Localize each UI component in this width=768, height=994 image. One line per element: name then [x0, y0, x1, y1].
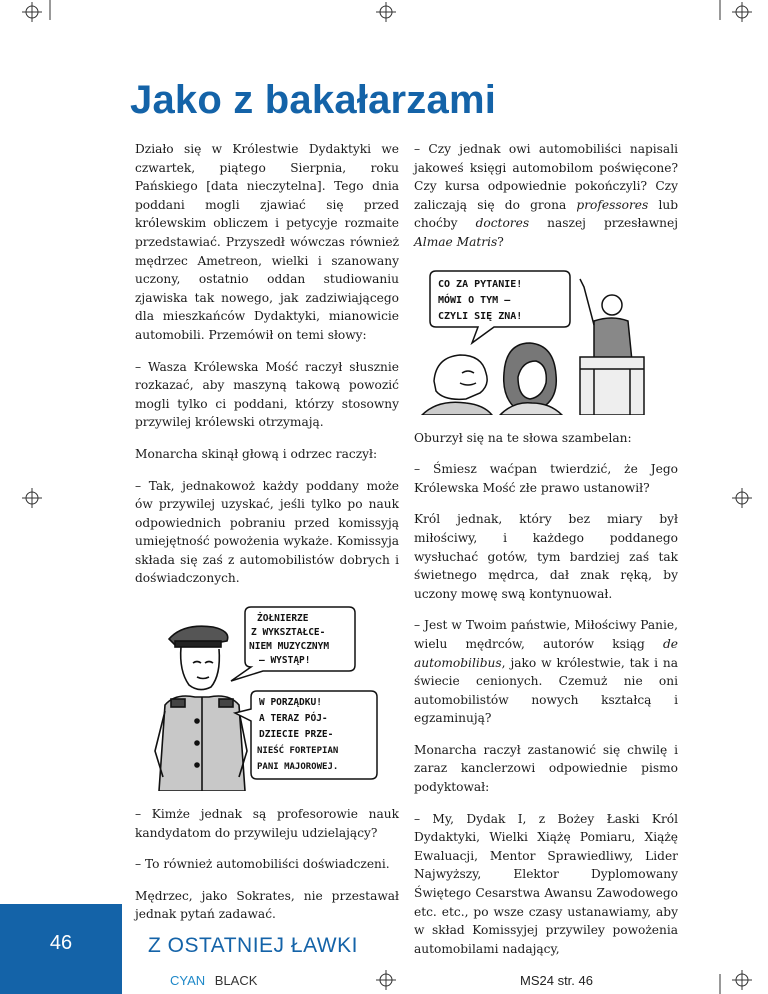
bubble-line: NIEM MUZYCZNYM	[249, 641, 330, 653]
plate-cyan: CYAN	[170, 973, 206, 988]
registration-mark-icon	[18, 484, 46, 512]
paragraph: – Tak, jednakowoż każdy poddany może ów przywilej uzyskać, jeśli tylko po nauk odpowiednich pobraniu przed komissyją umiejętność powożenia wykaże. Komissyja składa się zaś z automobilistów dobrych i doświadczonych.	[135, 478, 399, 586]
registration-mark-icon	[372, 966, 400, 994]
right-column	[414, 140, 678, 971]
audience-figure-icon	[422, 343, 562, 415]
paragraph: – My, Dydak I, z Bożey Łaski Król Dydaktyki, Wielki Xiążę Pomiaru, Xiążę Ewaluacji, Mentor Sprawiedliwy, Lider Najwyższy, Elektor Dyplomowany Świętego Cesarstwa Awansu Zawodowego etc. etc., po wsze czasy ustanawiamy, aby w skład Komissyjej przywiley powożenia automobilami nadający,	[414, 811, 678, 956]
latin-term: de automobilibus	[414, 636, 678, 670]
latin-term: professores	[576, 197, 649, 212]
job-label: MS24 str. 46	[520, 973, 593, 988]
bubble-line: CO ZA PYTANIE!	[438, 278, 523, 290]
page-title: Jako z bakałarzami	[130, 78, 497, 122]
bubble-line: W PORZĄDKU!	[259, 697, 322, 709]
text-run: – Jest w Twoim państwie, Miłościwy Panie, wielu mędrców, autorów ksiąg	[414, 618, 678, 651]
paragraph: – To również automobiliści doświadczeni.	[135, 857, 390, 872]
paragraph: Monarcha raczył zastanowić się chwilę i zaraz kanclerzowi odpowiednie pismo podyktował:	[414, 742, 678, 795]
text-run: naszej przesławnej	[529, 216, 678, 231]
bubble-line: ŻOŁNIERZE	[257, 613, 309, 625]
paragraph: Mędrzec, jako Sokrates, nie przestawał jednak pytań zadawać.	[135, 888, 399, 922]
registration-mark-icon	[18, 0, 58, 30]
registration-mark-icon	[712, 0, 768, 30]
cartoon-officer	[135, 601, 399, 791]
bubble-line: PANI MAJOROWEJ.	[257, 762, 339, 773]
color-plates	[170, 973, 257, 988]
latin-term: Almae Matris	[414, 234, 498, 249]
cartoon-lecture	[414, 265, 678, 415]
page-number: 46	[49, 932, 73, 954]
bubble-line: MÓWI O TYM –	[438, 294, 511, 306]
registration-mark-icon	[372, 0, 402, 30]
bubble-line: A TERAZ PÓJ-	[259, 713, 328, 725]
lecturer-figure-icon	[580, 279, 644, 415]
text-run: lub choćby	[414, 197, 678, 231]
plate-black: BLACK	[214, 973, 258, 988]
text-run: , jako w królestwie, tak i na świecie cenionych. Czemuż nie oni automobilistów nowych kształcą i egzaminują?	[414, 655, 678, 726]
paragraph: – Kimże jednak są profesorowie nauk kandydatom do przywileju udzielający?	[135, 807, 399, 840]
paragraph	[414, 616, 678, 728]
paragraph: Działo się w Królestwie Dydaktyki we czwartek, piątego Sierpnia, roku Pańskiego [data nieczytelna]. Tego dnia poddani mogli zjawiać się przed królewskim obliczem i petycyje rozmaite przedstawiać. Przyszedł wówczas również mędrzec Ametreon, wielki i szanowany uczony, ostatnio oddan studiowaniu zjawiska tak nowego, jak zadziwiającego dla mieszkańców Dydaktyki, mianowicie automobili. Przemówił on temi słowy:	[135, 142, 399, 342]
bubble-line: CZYLI SIĘ ZNA!	[438, 310, 523, 322]
paragraph: Monarcha skinął głową i odrzec raczył:	[135, 446, 378, 461]
latin-term: doctores	[475, 216, 530, 231]
paragraph: Oburzył się na te słowa szambelan:	[414, 430, 632, 445]
officer-figure-icon	[155, 626, 247, 791]
section-title: Z OSTATNIEJ ŁAWKI	[148, 934, 358, 957]
paragraph: – Wasza Królewska Mość raczył słusznie rozkazać, aby maszyną takową powozić mogli tylko ci poddani, którzy stosowny przywilej królewski otrzymają.	[135, 359, 399, 430]
bubble-line: – WYSTĄP!	[259, 655, 311, 667]
bubble-line: NIEŚĆ FORTEPIAN	[257, 746, 339, 757]
bubble-line: DZIECIE PRZE-	[259, 729, 334, 741]
paragraph	[414, 140, 678, 252]
paragraph: – Śmiesz waćpan twierdzić, że Jego Królewska Mość złe prawo ustanowił?	[414, 462, 678, 495]
text-run: – Czy jednak owi automobiliści napisali jakoweś księgi automobilom poświęcone? Czy kursa odpowiednie pokończyli? Czy zaliczają się do grona	[414, 142, 678, 212]
bubble-line: Z WYKSZTAŁCE-	[251, 627, 326, 639]
left-column	[135, 140, 399, 937]
paragraph: Król jednak, który bez miary był miłościwy, i każdego poddanego wysłuchać gotów, tym bardziej zaś tak świetnego mędrca, dał znak ręką, by uczony mowę swą kontynuował.	[414, 512, 678, 601]
registration-mark-icon	[728, 484, 756, 512]
registration-mark-icon	[712, 966, 768, 994]
text-run: ?	[497, 234, 504, 249]
